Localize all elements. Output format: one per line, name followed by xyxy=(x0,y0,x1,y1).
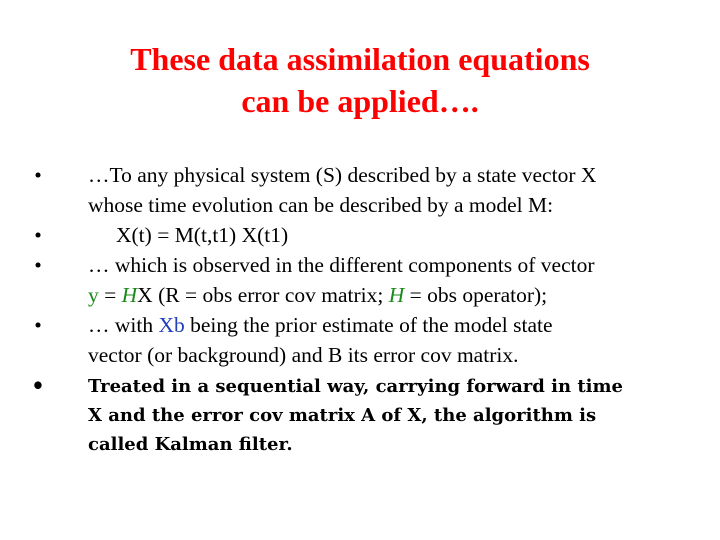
bullet-text-pre: … with xyxy=(88,313,159,337)
bullet-text-post: being the prior estimate of the model state xyxy=(184,313,553,337)
bullet-icon: • xyxy=(34,223,42,247)
equals-sign: = xyxy=(98,283,122,307)
bullet-text-line-1: … which is observed in the different components of vector xyxy=(88,253,595,277)
observation-vector-y: y xyxy=(88,283,99,307)
bullet-item-observation xyxy=(28,250,688,310)
bullet-list xyxy=(28,160,688,459)
bullet-icon: • xyxy=(31,373,45,398)
bullet-text-line-2: whose time evolution can be described by a model M: xyxy=(88,193,554,217)
slide-title xyxy=(60,38,660,122)
bullet-item-background xyxy=(28,310,688,370)
bullet-item-physical-system xyxy=(28,160,688,220)
bullet-icon: • xyxy=(34,253,42,277)
bullet-text-line-3: called Kalman filter. xyxy=(88,434,293,455)
bullet-item-kalman-filter xyxy=(28,372,688,459)
title-line-1: These data assimilation equations xyxy=(130,41,590,77)
title-line-2: can be applied…. xyxy=(241,83,479,119)
bullet-text-line-2: vector (or background) and B its error cov matrix. xyxy=(88,343,519,367)
observation-operator-h-2: H xyxy=(388,283,405,307)
observation-operator-h: H xyxy=(121,283,138,307)
observation-text: X (R = obs error cov matrix; xyxy=(137,283,389,307)
bullet-text-line-2: X and the error cov matrix A of X, the algorithm is xyxy=(88,405,597,426)
bullet-icon: • xyxy=(34,163,42,187)
observation-text-tail: = obs operator); xyxy=(404,283,548,307)
bullet-text-line-1: …To any physical system (S) described by a state vector X xyxy=(88,163,597,187)
bullet-text-line-1: Treated in a sequential way, carrying forward in time xyxy=(88,376,623,397)
bullet-icon: • xyxy=(34,313,42,337)
bullet-item-model-equation xyxy=(28,220,688,250)
background-state-xb: Xb xyxy=(158,313,185,337)
model-equation: X(t) = M(t,t1) X(t1) xyxy=(116,223,289,247)
